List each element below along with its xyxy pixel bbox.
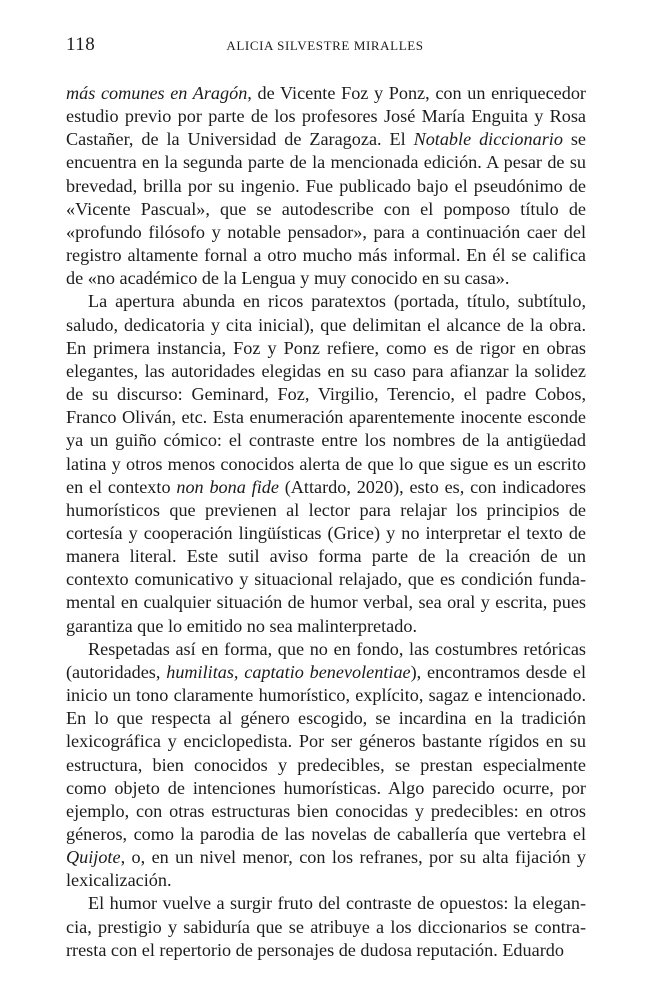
- text-run: (Attardo, 2020), esto es, con indicadores humorísticos que previenen al lector para relajar los principios de cortesía y cooperación lingüísticas (Grice) y no interpretar el texto de manera literal. Este sutil aviso forma parte de la creación de un contexto comunicativo y situacional relajado, que es condición fundamental en cualquier situación de humor verbal, sea oral y escrita, pues garantiza que lo emitido no sea malinterpretado.: [66, 476, 587, 636]
- text-run: de Vicente Foz y Ponz, con un enriquecedor estudio previo por parte de los profesores José María Enguita y Rosa Castañer, de la Universidad de Zaragoza. El: [66, 83, 586, 150]
- paragraph-4: [66, 892, 586, 961]
- text-run: non bona fide: [176, 476, 279, 497]
- text-run: La apertura abunda en ricos paratextos (portada, título, subtítulo, saludo, dedicatoria y cita inicial), que delimitan el alcance de la obra. En primera instancia, Foz y Ponz refiere, como es de rigor en obras elegantes, las autoridades elegidas en su caso para afianzar la solidez de su discurso: Geminard, Foz, Virgilio, Terencio, el padre Cobos, Franco Oliván, etc. Esta enumeración aparentemente inocente esconde ya un guiño cómico: el contraste entre los nombres de la antigüedad latina y otros menos conocidos alerta de que lo que sigue es un escrito en el contexto: [66, 291, 586, 497]
- paragraph-1: [66, 82, 586, 290]
- body-text: [66, 82, 586, 962]
- running-head: ALICIA SILVESTRE MIRALLES: [226, 38, 424, 53]
- text-run: El humor vuelve a surgir fruto del contraste de opuestos: la elegancia, prestigio y sabiduría que se atribuye a los diccionarios se contrarresta con el repertorio de personajes de dudosa reputación. Eduardo: [66, 893, 586, 960]
- text-run: humilitas, captatio benevolentiae: [166, 661, 411, 682]
- paragraph-3: [66, 638, 586, 893]
- text-run: Quijote: [66, 847, 121, 868]
- text-run: Notable diccionario: [413, 129, 563, 150]
- text-run: , o, en un nivel menor, con los refranes, por su alta fijación y lexicalización.: [66, 847, 586, 891]
- text-run: Respetadas así en forma, que no en fondo, las costumbres retóricas (autoridades,: [66, 638, 586, 682]
- text-run: más comunes en Aragón,: [66, 83, 252, 103]
- paragraph-2: [66, 290, 586, 637]
- page-number: 118: [66, 34, 96, 55]
- text-run: ), encontramos desde el inicio un tono claramente humorístico, explícito, sagaz e intencionado. En lo que respecta al género escogido, se incardina en la tradición lexicográfica y enciclopedista. Por ser géneros bastante rígidos en su estructura, bien conocidos y predecibles, se prestan especialmente como objeto de intenciones humorísticas. Algo parecido ocurre, por ejemplo, con otras estructuras bien conocidas y predecibles: en otros géneros, como la parodia de las novelas de caballería que vertebra el: [66, 661, 587, 844]
- text-run: se encuentra en la segunda parte de la mencionada edición. A pesar de su brevedad, brilla por su ingenio. Fue publicado bajo el pseudónimo de «Vicente Pascual», que se autodescribe con el pomposo título de «profundo filósofo y notable pensador», para a continuación caer del registro altamente fornal a otro mucho más informal. En él se califica de «no académico de la Lengua y muy conocido en su casa».: [66, 129, 586, 289]
